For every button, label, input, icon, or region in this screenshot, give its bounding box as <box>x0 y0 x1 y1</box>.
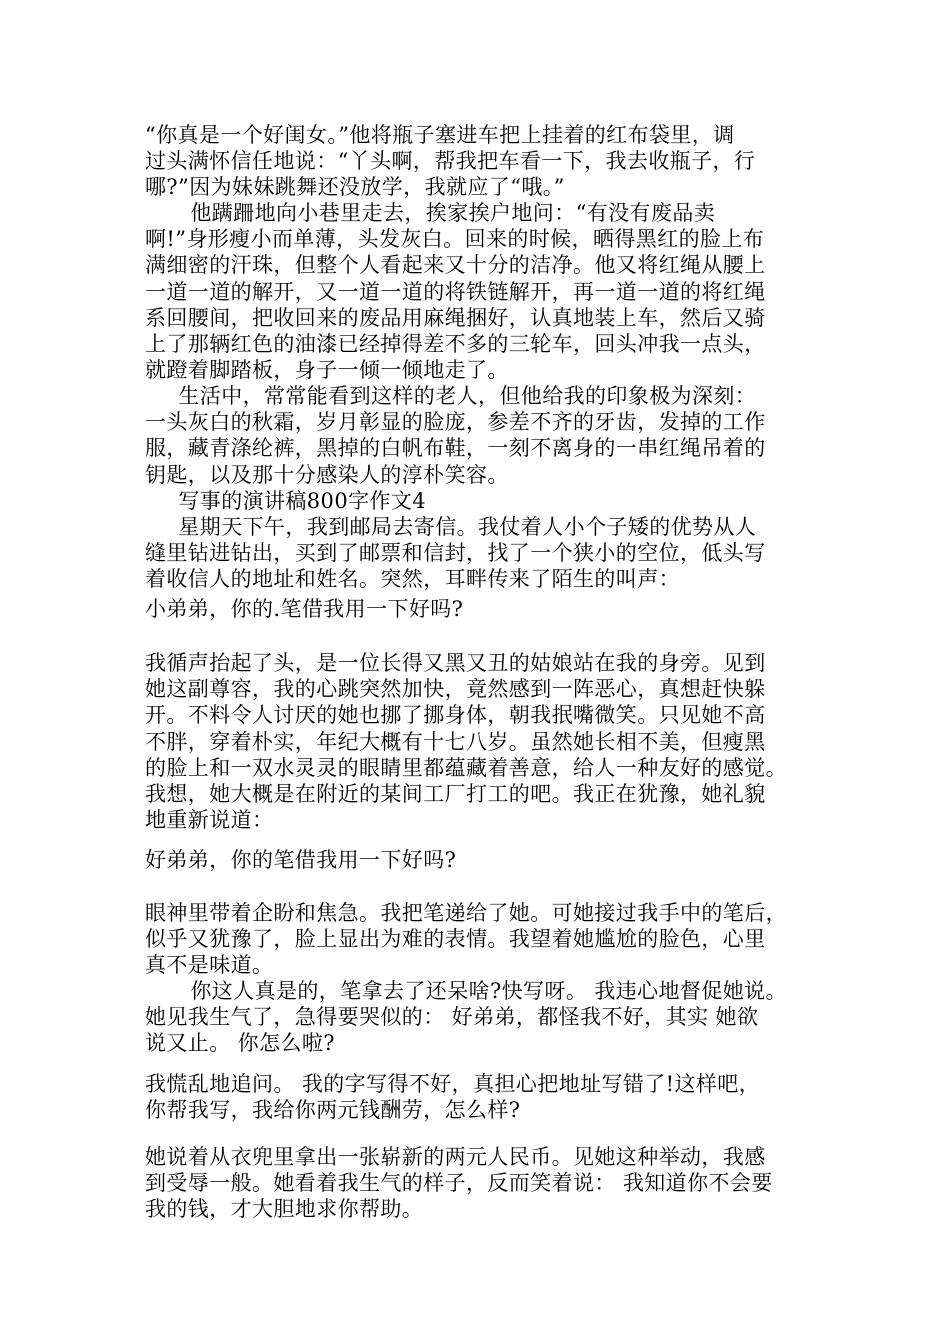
text-line: “你真是一个好闺女。”他将瓶子塞进车把上挂着的红布袋里，调 <box>145 123 735 147</box>
paragraph-7 <box>145 847 810 873</box>
text-line: 写事的演讲稿800字作文4 <box>157 489 427 513</box>
text-line: 他蹒跚地向小巷里走去，挨家挨户地问：“有没有废品卖 <box>169 201 716 225</box>
text-line: 她这副尊容，我的心跳突然加快，竟然感到一阵恶心，真想赶快躲 <box>145 677 766 702</box>
text-line: 钥匙，以及那十分感染人的淳朴笑容。 <box>145 462 509 487</box>
text-line: 眼神里带着企盼和焦急。我把笔递给了她。可她接过我手中的笔后， <box>145 901 787 925</box>
paragraph-10 <box>145 1071 810 1123</box>
paragraph-3 <box>145 383 810 488</box>
text-line: 过头满怀信任地说：“丫头啊，帮我把车看一下，我去收瓶子，行 <box>145 149 756 174</box>
text-line: 服，藏青涤纶裤，黑掉的白帆布鞋，一刻不离身的一串红绳吊着的 <box>145 436 766 461</box>
paragraph-5 <box>145 596 810 622</box>
text-line: 我的钱，才大胆地求你帮助。 <box>145 1197 424 1222</box>
paragraph-4 <box>145 514 810 593</box>
text-line: 似乎又犹豫了，脸上显出为难的表情。我望着她尴尬的脸色，心里 <box>145 927 766 952</box>
text-line: 小弟弟，你的.笔借我用一下好吗? <box>145 597 464 621</box>
text-line: 满细密的汗珠，但整个人看起来又十分的洁净。他又将红绳从腰上 <box>145 253 766 278</box>
paragraph-9 <box>145 978 810 1057</box>
paragraph-11 <box>145 1144 810 1223</box>
text-line: 哪?”因为妹妹跳舞还没放学，我就应了“哦。” <box>145 175 565 200</box>
text-line: 你这人真是的，笔拿去了还呆啥?快写呀。 我违心地督促她说。 <box>169 979 787 1003</box>
text-line: 地重新说道： <box>145 808 274 833</box>
paragraph-6 <box>145 650 810 833</box>
text-line: 她说着从衣兜里拿出一张崭新的两元人民币。见她这种举动，我感 <box>145 1145 766 1169</box>
text-line: 缝里钻进钻出，买到了邮票和信封，找了一个狭小的空位，低头写 <box>145 541 766 566</box>
text-line: 就蹬着脚踏板，身子一倾一倾地走了。 <box>145 358 509 383</box>
text-line: 你帮我写，我给你两元钱酬劳，怎么样? <box>145 1098 521 1123</box>
text-line: 好弟弟，你的笔借我用一下好吗? <box>145 848 457 872</box>
text-line: 我循声抬起了头，是一位长得又黑又丑的姑娘站在我的身旁。见到 <box>145 651 766 675</box>
text-line: 啊!”身形瘦小而单薄，头发灰白。回来的时候，晒得黑红的脸上布 <box>145 227 765 252</box>
text-line: 她见我生气了，急得要哭似的： 好弟弟，都怪我不好，其实 她欲 <box>145 1005 759 1030</box>
text-line: 不胖，穿着朴实，年纪大概有十七八岁。虽然她长相不美，但瘦黑 <box>145 729 766 754</box>
text-line: 生活中，常常能看到这样的老人，但他给我的印象极为深刻： <box>157 384 757 408</box>
paragraph-2 <box>145 200 810 383</box>
text-line: 真不是味道。 <box>145 953 274 978</box>
text-line: 的脸上和一双水灵灵的眼睛里都蕴藏着善意，给人一种友好的感觉。 <box>145 755 787 780</box>
text-line: 一道一道的解开，又一道一道的将铁链解开，再一道一道的将红绳 <box>145 279 766 304</box>
section-heading <box>145 488 810 514</box>
text-line: 上了那辆红色的油漆已经掉得差不多的三轮车，回头冲我一点头， <box>145 331 766 356</box>
text-line: 一头灰白的秋霜，岁月彰显的脸庞，参差不齐的牙齿，发掉的工作 <box>145 410 766 435</box>
paragraph-1 <box>145 122 810 201</box>
text-line: 到受辱一般。她看着我生气的样子，反而笑着说： 我知道你不会要 <box>145 1171 773 1196</box>
text-line: 说又止。 你怎么啦? <box>145 1031 335 1056</box>
text-line: 我想，她大概是在附近的某间工厂打工的吧。我正在犹豫，她礼貌 <box>145 781 766 806</box>
text-line: 开。不料令人讨厌的她也挪了挪身体，朝我抿嘴微笑。只见她不高 <box>145 703 766 728</box>
text-line: 着收信人的地址和姓名。突然，耳畔传来了陌生的叫声： <box>145 567 680 592</box>
text-line: 我慌乱地追问。 我的字写得不好，真担心把地址写错了!这样吧， <box>145 1072 761 1096</box>
paragraph-8 <box>145 900 810 979</box>
text-line: 星期天下午，我到邮局去寄信。我仗着人小个子矮的优势从人 <box>157 515 757 539</box>
text-line: 系回腰间，把收回来的废品用麻绳捆好，认真地装上车，然后又骑 <box>145 305 766 330</box>
